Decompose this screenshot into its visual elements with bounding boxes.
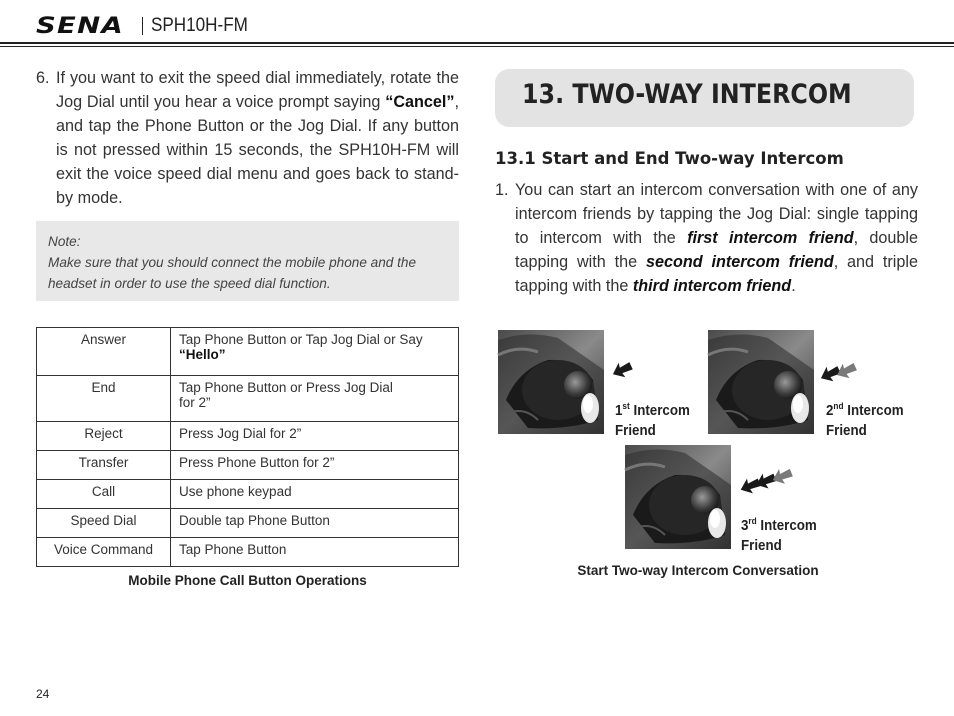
step-text-a: If you want to exit the speed dial immediately, rotate the Jog Dial until you hear a voice prompt saying <box>56 69 459 111</box>
page-number: 24 <box>36 687 50 701</box>
model-name: SPH10H-FM <box>151 15 248 36</box>
table-cell-operation: Tap Phone Button <box>171 538 459 567</box>
table-row <box>37 480 459 509</box>
ordinal-suffix: rd <box>748 516 757 526</box>
headset-photo-1 <box>497 329 605 435</box>
table-row <box>37 509 459 538</box>
step-6 <box>36 66 459 210</box>
step-text-c: , and triple tapping with the <box>515 253 918 295</box>
table-cell-action: Reject <box>37 422 171 451</box>
label-text: Intercom <box>633 402 690 419</box>
note-title: Note: <box>48 234 81 249</box>
ordinal-suffix: st <box>622 401 630 411</box>
table-cell-operation <box>171 376 459 422</box>
note-box <box>36 221 459 301</box>
tap-arrows-3 <box>738 466 796 498</box>
table-cell-operation: Use phone keypad <box>171 480 459 509</box>
step-text-d: . <box>791 277 796 295</box>
step-number: 6. <box>36 69 50 87</box>
tap-arrows-2 <box>818 360 860 386</box>
ordinal: 3 <box>741 517 749 534</box>
step-text-a: You can start an intercom conversation with one of any intercom friends by tapping the Jog Dial: single tapping to intercom with the <box>515 181 918 247</box>
table-row <box>37 538 459 567</box>
figure-label-2 <box>826 396 904 441</box>
step-number: 1. <box>495 181 509 199</box>
ordinal-suffix: nd <box>833 401 844 411</box>
table-cell-action: Transfer <box>37 451 171 480</box>
step-text <box>56 66 459 210</box>
ordinal: 1 <box>615 402 623 419</box>
figure-label-3 <box>741 511 817 556</box>
step-1 <box>495 178 918 298</box>
ordinal: 2 <box>826 402 834 419</box>
headset-photo-3 <box>624 444 732 550</box>
label-text: Intercom <box>847 402 904 419</box>
table-cell-operation: Press Phone Button for 2” <box>171 451 459 480</box>
label-line2: Friend <box>826 422 867 439</box>
table-row <box>37 451 459 480</box>
table-cell-operation <box>171 328 459 376</box>
operation-text-line2: for 2” <box>179 395 211 410</box>
step-text-b: , double tapping with the <box>515 229 919 271</box>
step-text-bold-3: third intercom friend <box>632 277 792 295</box>
table-cell-operation: Double tap Phone Button <box>171 509 459 538</box>
table-row <box>37 422 459 451</box>
operation-text: Tap Phone Button or Press Jog Dial <box>179 380 393 395</box>
step-text <box>515 178 918 298</box>
table-caption: Mobile Phone Call Button Operations <box>128 573 367 588</box>
table-cell-action: Speed Dial <box>37 509 171 538</box>
table-cell-action: Answer <box>37 328 171 376</box>
page-header <box>36 12 259 40</box>
brand-logo: SENA <box>36 13 124 39</box>
table-cell-action: Voice Command <box>37 538 171 567</box>
label-line2: Friend <box>615 422 656 439</box>
header-rule <box>0 42 954 44</box>
table-cell-operation: Press Jog Dial for 2” <box>171 422 459 451</box>
table-row <box>37 328 459 376</box>
note-body: Make sure that you should connect the mobile phone and the headset in order to use the speed dial function. <box>48 255 417 291</box>
step-text-bold: “Cancel” <box>385 93 455 111</box>
headset-photo-2 <box>707 329 815 435</box>
chapter-banner <box>495 69 914 127</box>
header-rule-thin <box>0 46 954 47</box>
figure-label-1 <box>615 396 690 441</box>
step-text-b: , and tap the Phone Button or the Jog Dial. If any button is not pressed within 15 seconds, the SPH10H-FM will exit the voice speed dial menu and goes back to stand-by mode. <box>56 93 459 207</box>
table-cell-action: Call <box>37 480 171 509</box>
operation-text: Tap Phone Button or Tap Jog Dial or Say <box>179 332 423 347</box>
operation-bold: “Hello” <box>179 347 226 362</box>
label-text: Intercom <box>760 517 817 534</box>
call-operations-table <box>36 327 459 567</box>
table-cell-action: End <box>37 376 171 422</box>
chapter-title: 13. TWO-WAY INTERCOM <box>522 79 852 110</box>
step-text-bold-1: first intercom friend <box>687 229 854 247</box>
label-line2: Friend <box>741 537 782 554</box>
figure-caption: Start Two-way Intercom Conversation <box>577 563 819 578</box>
table-row <box>37 376 459 422</box>
tap-arrow-1 <box>610 360 634 380</box>
section-title: 13.1 Start and End Two-way Intercom <box>495 149 844 168</box>
step-text-bold-2: second intercom friend <box>645 253 834 271</box>
